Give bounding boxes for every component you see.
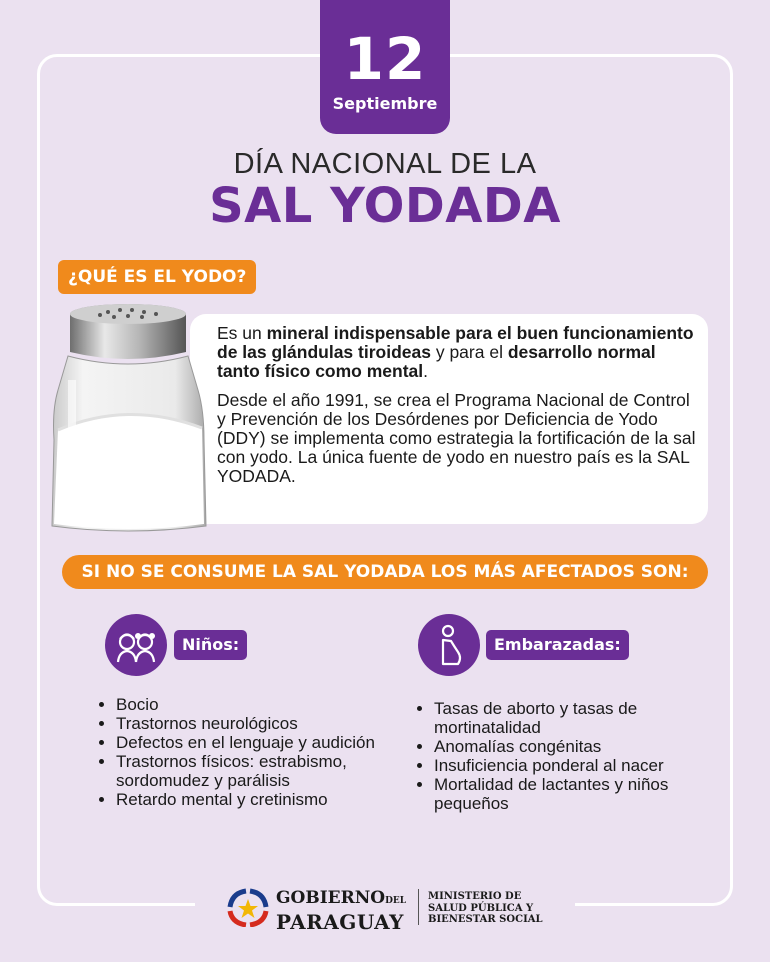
info-text [217, 324, 697, 496]
list-item: • Trastornos físicos: estrabismo, sordomudez y parálisis [116, 752, 386, 790]
info-p1-e: . [423, 361, 429, 381]
paraguay-logo-icon [226, 887, 270, 927]
list-item: • Anomalías congénitas [434, 737, 704, 756]
info-paragraph-1 [217, 324, 697, 381]
ministry-line-2: SALUD PÚBLICA Y [428, 902, 534, 914]
pregnant-woman-icon [418, 614, 480, 676]
ministry-line-3: BIENESTAR SOCIAL [428, 914, 543, 925]
children-list [96, 695, 386, 809]
gob-line-2: PARAGUAY [276, 910, 404, 934]
children-label: Niños: [174, 630, 247, 660]
gob-line-1: GOBIERNO [276, 888, 386, 908]
info-p1-b: mineral indispensable para el buen funcionamiento de las glándulas tiroideas [217, 323, 694, 362]
date-month: Septiembre [332, 94, 438, 113]
pregnant-label: Embarazadas: [486, 630, 629, 660]
list-item: • Insuficiencia ponderal al nacer [434, 756, 704, 775]
list-item: • Bocio [116, 695, 386, 714]
ministry-text [428, 891, 543, 926]
list-item: • Retardo mental y cretinismo [116, 790, 386, 809]
info-paragraph-2: Desde el año 1991, se crea el Programa Nacional de Control y Prevención de los Desórdenes por Deficiencia de Yodo (DDY) se implementa como estrategia la fortificación de la sal con yodo. La única fuente de yodo en nuestro país es la SAL YODADA. [217, 390, 696, 486]
list-item: • Defectos en el lenguaje y audición [116, 733, 386, 752]
question-tag: ¿QUÉ ES EL YODO? [58, 260, 256, 294]
affected-banner: SI NO SE CONSUME LA SAL YODADA LOS MÁS AFECTADOS SON: [62, 555, 708, 589]
title-line-1: DÍA NACIONAL DE LA [233, 148, 537, 180]
children-icon [105, 614, 167, 676]
list-item: • Mortalidad de lactantes y niños pequeños [434, 775, 704, 813]
list-item: • Tasas de aborto y tasas de mortinatalidad [434, 699, 704, 737]
gobierno-logo-text [276, 889, 406, 933]
info-p1-c: y para el [430, 342, 508, 362]
list-item: • Trastornos neurológicos [116, 714, 386, 733]
info-p1-a: Es un [217, 323, 267, 343]
salt-shaker-image [48, 300, 208, 540]
footer-divider [418, 889, 419, 925]
date-day: 12 [343, 25, 427, 93]
date-badge [320, 0, 450, 134]
ministry-line-1: MINISTERIO DE [428, 891, 522, 902]
info-p1-d: desarrollo normal tanto físico como mental [217, 342, 656, 381]
gob-del: DEL [385, 896, 407, 906]
pregnant-list [414, 699, 704, 813]
title-line-2: SAL YODADA [209, 178, 561, 234]
